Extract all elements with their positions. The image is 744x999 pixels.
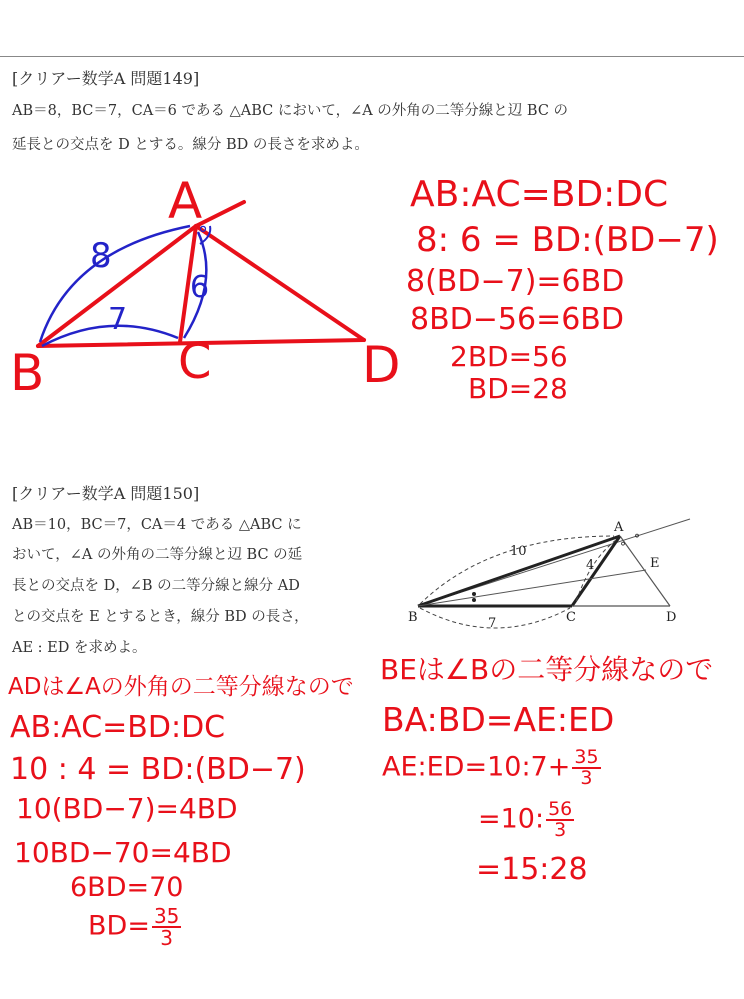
sol150-left-final-prefix: BD=: [88, 910, 150, 942]
segment-ad: [620, 536, 670, 606]
fig150-label-c: C: [566, 610, 576, 625]
fig150-label-b: B: [408, 610, 418, 625]
sol150-right-note: BEは∠Bの二等分線なので: [380, 653, 714, 686]
fig150-length-ab: 10: [510, 544, 527, 559]
sol149-step5: 2BD=56: [450, 340, 568, 373]
fig149-length-ca: 6: [190, 270, 210, 305]
fig149-label-a: A: [168, 172, 203, 230]
sol150-left-step1: AB:AC=BD:DC: [10, 710, 226, 745]
fig149-label-b: B: [10, 344, 45, 402]
problem149-line2: 延長との交点を D とする。線分 BD の長さを求めよ。: [12, 137, 369, 153]
sol150-left-step2: 10 : 4 = BD:(BD−7): [10, 752, 306, 787]
fig150-label-e: E: [650, 556, 660, 571]
fraction-denominator: 3: [580, 767, 593, 789]
sol149-step1: AB:AC=BD:DC: [410, 174, 669, 215]
fig150-length-ca: 4: [586, 558, 595, 573]
fraction-numerator: 35: [153, 904, 180, 928]
fig150-label-a: A: [614, 520, 624, 535]
sol150-right-step3-prefix: =10:: [478, 803, 545, 835]
fraction-numerator: 35: [574, 746, 599, 768]
problem150-line5: AE : ED を求めよ。: [12, 640, 147, 656]
fraction-numerator: 56: [548, 798, 573, 820]
sol150-right-step2: [382, 748, 601, 788]
fig149-length-bc: 7: [108, 302, 128, 337]
fig150-angle-mark-1: °: [620, 540, 626, 554]
sol149-step3: 8(BD−7)=6BD: [406, 264, 625, 299]
sol149-step2: 8: 6 = BD:(BD−7): [416, 220, 719, 260]
fraction-35-3: [572, 748, 600, 788]
fig149-length-ab: 8: [90, 236, 112, 276]
fig149-label-d: D: [362, 336, 401, 394]
sol150-right-step1: BA:BD=AE:ED: [382, 700, 615, 739]
problem149-heading: [クリアー数学A 問題149]: [12, 69, 200, 88]
angle-dot-2: [472, 598, 476, 602]
sol149-step6: BD=28: [468, 372, 568, 405]
sol150-left-step5: 6BD=70: [70, 872, 184, 903]
angle-dot-1: [472, 592, 476, 596]
sol149-step4: 8BD−56=6BD: [410, 302, 624, 337]
fraction-56-3: [546, 800, 574, 840]
problem149-line1: AB＝8，BC＝7，CA＝6 である △ABC において，∠A の外角の二等分線と辺 BC の: [12, 103, 569, 119]
fig149-label-c: C: [178, 334, 212, 390]
fraction-denominator: 3: [160, 926, 174, 950]
fraction-35-3: [152, 906, 181, 948]
fig150-label-d: D: [666, 610, 677, 625]
sol150-right-step2-prefix: AE:ED=10:7+: [382, 751, 571, 783]
problem150-heading: [クリアー数学A 問題150]: [12, 484, 200, 503]
problem150-line4: との交点を E とするとき，線分 BD の長さ，: [12, 609, 309, 625]
fraction-denominator: 3: [554, 819, 567, 841]
fig150-angle-mark-2: °: [634, 532, 640, 546]
segment-ac: [572, 536, 620, 606]
sol150-left-final: [88, 906, 181, 948]
sol150-left-step4: 10BD−70=4BD: [14, 836, 232, 869]
fig149-angle-mark: °: [198, 222, 208, 246]
problem150-line2: おいて，∠A の外角の二等分線と辺 BC の延: [12, 547, 303, 563]
sol150-right-step4: =15:28: [476, 852, 588, 887]
problem150-line3: 長との交点を D，∠B の二等分線と線分 AD: [12, 578, 300, 594]
bisector-be: [418, 570, 646, 606]
sol150-left-step3: 10(BD−7)=4BD: [16, 792, 238, 825]
fig150-length-bc: 7: [488, 616, 497, 631]
problem150-line1: AB＝10，BC＝7，CA＝4 である △ABC に: [12, 517, 302, 533]
sol150-right-step3: [478, 800, 574, 840]
sol150-left-note: ADは∠Aの外角の二等分線なので: [8, 674, 354, 700]
